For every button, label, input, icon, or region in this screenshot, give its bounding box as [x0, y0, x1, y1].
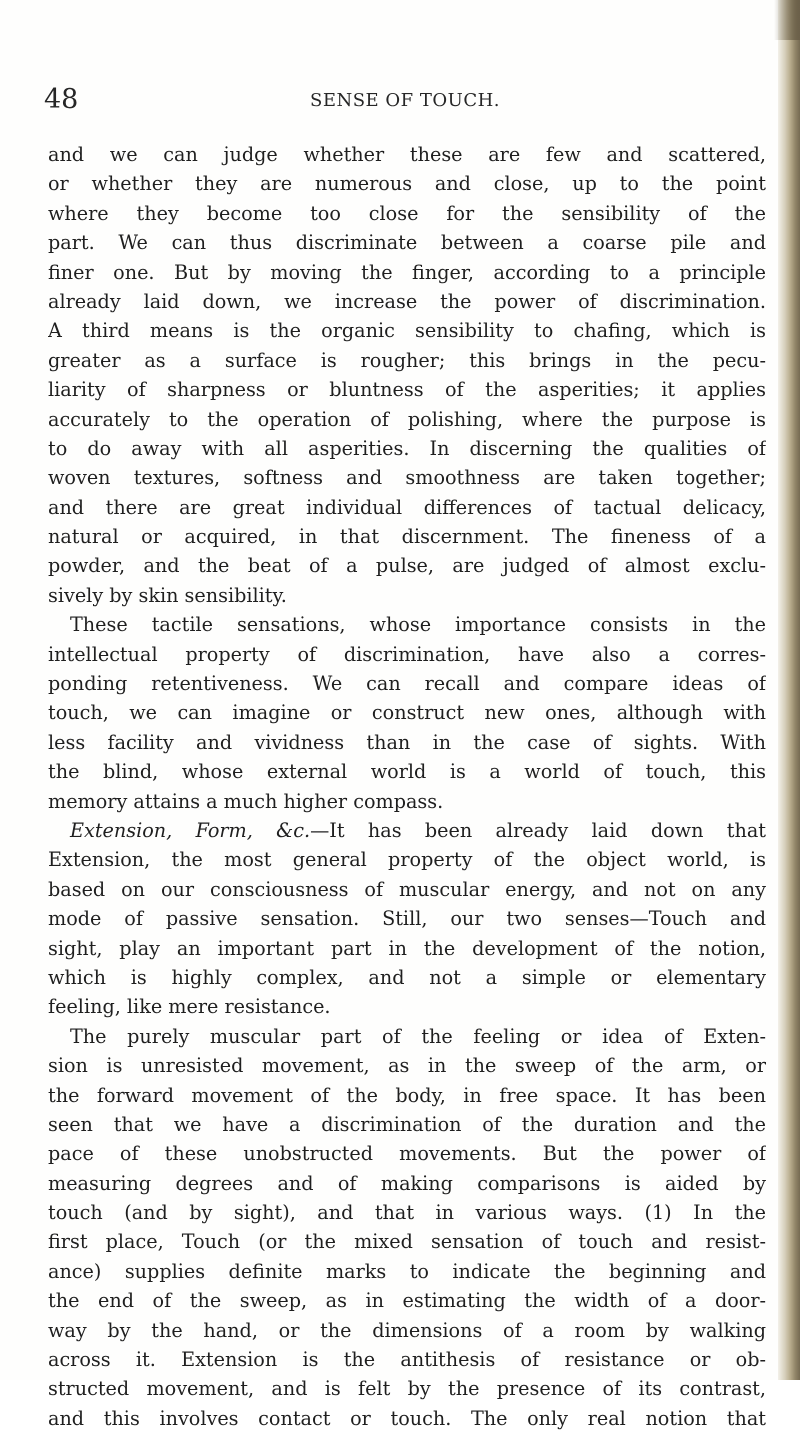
running-head: SENSE OF TOUCH.: [310, 90, 501, 111]
text-line: where they become too close for the sensibility of the: [48, 201, 766, 225]
text-line: liarity of sharpness or bluntness of the asperities; it applies: [48, 378, 766, 402]
text-line: across it. Extension is the antithesis of resistance or ob-: [48, 1348, 766, 1372]
text-line: ance) supplies definite marks to indicate the beginning and: [48, 1259, 766, 1283]
page-edge-shadow: [778, 0, 800, 1380]
text-line: the blind, whose external world is a world of touch, this: [48, 760, 766, 784]
text-line: or whether they are numerous and close, up to the point: [48, 172, 766, 196]
text-line: part. We can thus discriminate between a coarse pile and: [48, 231, 766, 255]
text-line: which is highly complex, and not a simple or elementary: [48, 965, 766, 989]
section-lead-italic: Extension, Form, &c.: [70, 818, 311, 842]
body-text: [48, 140, 766, 1433]
text-line: ponding retentiveness. We can recall and compare ideas of: [48, 672, 766, 696]
text-line: feeling, like mere resistance.: [48, 995, 331, 1019]
text-line: measuring degrees and of making comparisons is aided by: [48, 1171, 766, 1195]
text-line: sively by skin sensibility.: [48, 583, 287, 607]
text-line: the end of the sweep, as in estimating the width of a door-: [48, 1289, 766, 1313]
text-line: based on our consciousness of muscular energy, and not on any: [48, 877, 766, 901]
text-line: to do away with all asperities. In discerning the qualities of: [48, 436, 766, 460]
text-line: natural or acquired, in that discernment. The fineness of a: [48, 525, 766, 549]
text-line: memory attains a much higher compass.: [48, 789, 444, 813]
text-line: finer one. But by moving the finger, according to a principle: [48, 260, 766, 284]
page-corner-shadow: [774, 0, 800, 40]
text-line: and there are great individual differences of tactual delicacy,: [48, 495, 766, 519]
text-line: powder, and the beat of a pulse, are judged of almost exclu-: [48, 554, 766, 578]
text-line: greater as a surface is rougher; this brings in the pecu-: [48, 348, 766, 372]
text-line: seen that we have a discrimination of the duration and the: [48, 1112, 766, 1136]
text-line: accurately to the operation of polishing, where the purpose is: [48, 407, 766, 431]
text-line: less facility and vividness than in the case of sights. With: [48, 730, 766, 754]
text-line: sight, play an important part in the development of the notion,: [48, 936, 766, 960]
section-lead-rest: —It has been already laid down that: [310, 818, 766, 842]
text-line: These tactile sensations, whose importance consists in the: [70, 613, 766, 637]
text-line: first place, Touch (or the mixed sensation of touch and resist-: [48, 1230, 766, 1254]
text-line: touch (and by sight), and that in various ways. (1) In the: [48, 1201, 766, 1225]
text-line: structed movement, and is felt by the presence of its contrast,: [48, 1377, 766, 1401]
text-line: way by the hand, or the dimensions of a room by walking: [48, 1318, 766, 1342]
page-header: [0, 84, 800, 124]
text-line: A third means is the organic sensibility to chafing, which is: [48, 319, 766, 343]
text-line: touch, we can imagine or construct new ones, although with: [48, 701, 766, 725]
text-line: already laid down, we increase the power of discrimination.: [48, 289, 766, 313]
text-line: mode of passive sensation. Still, our two senses—Touch and: [48, 907, 766, 931]
text-line: sion is unresisted movement, as in the sweep of the arm, or: [48, 1054, 766, 1078]
page-number: 48: [44, 84, 79, 115]
text-line: pace of these unobstructed movements. But the power of: [48, 1142, 766, 1166]
text-line: the forward movement of the body, in free space. It has been: [48, 1083, 766, 1107]
text-line: Extension, the most general property of the object world, is: [48, 848, 766, 872]
section-lead-line: [48, 816, 766, 845]
text-line: woven textures, softness and smoothness are taken together;: [48, 466, 766, 490]
text-line: and we can judge whether these are few and scattered,: [48, 143, 766, 166]
text-line: and this involves contact or touch. The only real notion that: [48, 1406, 766, 1430]
text-line: intellectual property of discrimination, have also a corres-: [48, 642, 766, 666]
text-line: The purely muscular part of the feeling or idea of Exten-: [70, 1024, 766, 1048]
